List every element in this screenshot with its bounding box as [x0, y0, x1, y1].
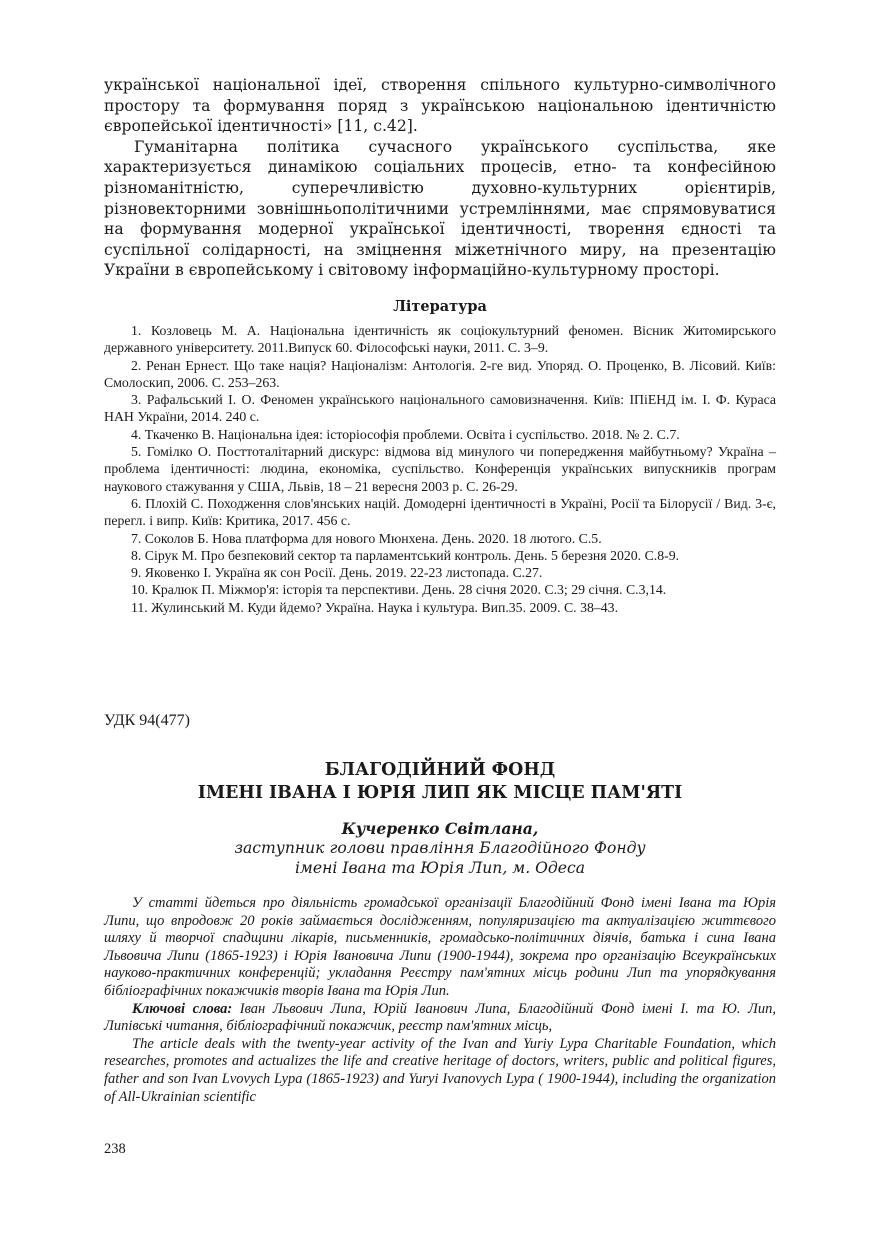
continuation-paragraph: української національної ідеї, створення спільного культурно-символічного простору та формування поряд з українською національною ідентичністю європейської ідентичності» [11, с.42].: [104, 76, 776, 136]
article-title: [104, 759, 776, 805]
reference-item: 6. Плохій С. Походження слов'янських націй. Домодерні ідентичності в Україні, Росії та Білорусії / Вид. 3-є, перегл. і випр. Київ: Критика, 2017. 456 с.: [104, 495, 776, 529]
keywords-text: Іван Львович Липа, Юрій Іванович Липа, Благодійний Фонд імені І. та Ю. Лип, Липівські читання, бібліографічний покажчик, реєстр пам'ятних місць,: [104, 1000, 777, 1035]
reference-item: 8. Сірук М. Про безпековий сектор та парламентський контроль. День. 5 березня 2020. С.8-9.: [131, 547, 680, 563]
reference-item: 1. Козловець М. А. Національна ідентичність як соціокультурний феномен. Вісник Житомирського державного університету. 2011.Випуск 60. Філософські науки, 2011. С. 3–9.: [104, 322, 776, 356]
reference-list: [104, 322, 776, 616]
article-title-line: БЛАГОДІЙНИЙ ФОНД: [324, 760, 556, 780]
reference-item: 4. Ткаченко В. Національна ідея: історіософія проблеми. Освіта і суспільство. 2018. № 2. С.7.: [131, 426, 680, 442]
author-affiliation: [104, 838, 776, 878]
top-text-block: [104, 75, 776, 616]
abstract-english: The article deals with the twenty-year activity of the Ivan and Yuriy Lypa Charitable Foundation, which researches, promotes and actualizes the life and creative heritage of doctors, writers, public and political figures, father and son Ivan Lvovych Lypa (1865-1923) and Yuryi Ivanovych Lypa ( 1900-1944), including the organization of All-Ukrainian scientific: [104, 1035, 776, 1105]
reference-item: 10. Кралюк П. Міжмор'я: історія та перспективи. День. 28 січня 2020. С.3; 29 січня. С.3,14.: [131, 582, 667, 598]
literature-heading: Література: [393, 297, 487, 315]
affiliation-line: заступник голови правління Благодійного Фонду: [234, 839, 646, 857]
reference-item: 2. Ренан Ернест. Що таке нація? Націоналізм: Антологія. 2-ге вид. Упоряд. О. Проценко, В. Лісовий. Київ: Смолоскип, 2006. С. 253–263.: [104, 357, 776, 390]
article-title-line: ІМЕНІ ІВАНА І ЮРІЯ ЛИП ЯК МІСЦЕ ПАМ'ЯТІ: [197, 783, 683, 803]
reference-item: 5. Гомілко О. Посттоталітарний дискурс: відмова від минулого чи попередження майбутньому? Україна – проблема ідентичності: людина, економіка, суспільство. Конференція українських випускників програм наукового стажування у США, Львів, 18 – 21 вересня 2003 р. С. 26-29.: [104, 444, 776, 494]
affiliation-line: імені Івана та Юрія Лип, м. Одеса: [294, 859, 586, 877]
reference-item: 7. Соколов Б. Нова платформа для нового Мюнхена. День. 2020. 18 лютого. С.5.: [131, 530, 602, 546]
reference-item: 3. Рафальський І. О. Феномен українського національного самовизначення. Київ: ІПіЕНД ім. І. Ф. Кураса НАН України, 2014. 240 с.: [104, 392, 776, 425]
abstract-block: [104, 895, 776, 1106]
page-number: 238: [104, 1141, 126, 1157]
reference-item: 9. Яковенко І. Україна як сон Росії. День. 2019. 22-23 листопада. С.27.: [131, 565, 543, 581]
abstract-ukrainian: У статті йдеться про діяльність громадської організації Благодійний Фонд імені Івана та Юрія Липи, що впродовж 20 років займається дослідженням, популяризацією та актуалізацією життєвого шляху й творчої спадщини лікарів, письменників, громадсько-політичних діячів, батька і сина Івана Львовича Липи (1865-1923) і Юрія Івановича Липи (1900-1944), зокрема про організацію Всеукраїнських науково-практичних конференцій; укладання Реєстру пам'ятних місць родини Лип та упорядкування бібліографічних покажчиків творів Івана та Юрія Лип.: [104, 895, 776, 999]
author-name: Кучеренко Світлана,: [341, 819, 539, 838]
keywords-label: Ключові слова:: [132, 1000, 233, 1017]
udk-code: УДК 94(477): [104, 712, 190, 729]
reference-item: 11. Жулинський М. Куди йдемо? Україна. Наука і культура. Вип.35. 2009. С. 38–43.: [131, 599, 619, 615]
keywords: [104, 1001, 776, 1036]
humanitarian-policy-paragraph: Гуманітарна політика сучасного українського суспільства, яке характеризується динамікою соціальних процесів, етно- та конфесійною різноманітністю, суперечливістю духовно-культурних орієнтирів, різновекторними зовнішньополітичними устремліннями, має спрямовуватися на формування модерної української ідентичності, творення єдності та суспільної солідарності, на зміцнення міжетнічного миру, на презентацію України в європейському і світовому інформаційно-культурному просторі.: [104, 137, 776, 280]
